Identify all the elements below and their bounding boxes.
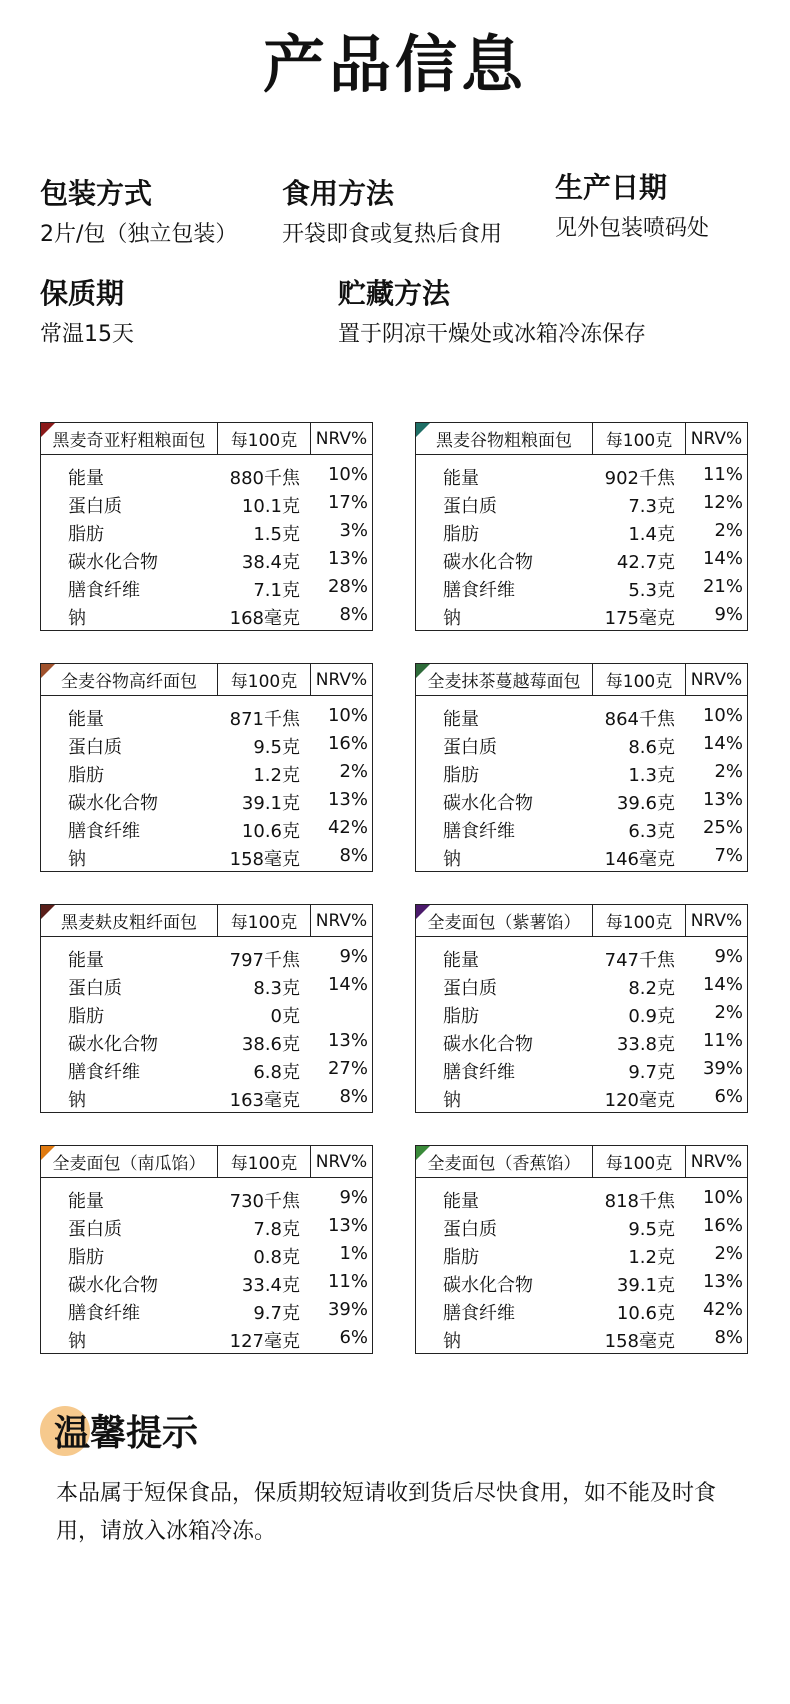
nutrient-amount: 127毫克 xyxy=(229,1331,300,1352)
nutrient-nrv: 9% xyxy=(714,604,743,625)
nutrition-table xyxy=(40,1145,373,1354)
nutrient-name: 蛋白质 xyxy=(443,1219,497,1240)
nutrition-table xyxy=(40,904,373,1113)
shelf-life-label: 保质期 xyxy=(40,277,125,310)
nutrient-nrv: 14% xyxy=(702,548,743,569)
table-row xyxy=(41,1184,372,1212)
table-row xyxy=(416,1268,747,1296)
nutrient-amount: 7.1克 xyxy=(253,580,300,601)
nutrient-nrv: 12% xyxy=(702,492,743,513)
nutrient-nrv: 39% xyxy=(327,1299,368,1320)
per-100g-header: 每100克 xyxy=(218,664,311,695)
nutrition-table xyxy=(40,422,373,631)
nutrient-amount: 1.4克 xyxy=(628,524,675,545)
nutrient-amount: 38.4克 xyxy=(241,552,300,573)
nutrient-name: 钠 xyxy=(443,849,461,870)
table-row xyxy=(41,786,372,814)
packaging-value: 2片/包（独立包装） xyxy=(40,222,238,247)
nutrient-rows xyxy=(416,461,747,629)
nutrient-nrv: 10% xyxy=(327,464,368,485)
table-row xyxy=(416,1240,747,1268)
nutrient-nrv: 2% xyxy=(714,1243,743,1264)
nutrient-name: 脂肪 xyxy=(443,1247,479,1268)
nutrient-name: 能量 xyxy=(443,468,479,489)
info-storage xyxy=(338,277,647,347)
table-row xyxy=(416,1212,747,1240)
per-100g-header: 每100克 xyxy=(218,1146,311,1177)
nutrient-amount: 6.3克 xyxy=(628,821,675,842)
nutrient-nrv: 8% xyxy=(714,1327,743,1348)
packaging-label: 包装方式 xyxy=(40,177,153,210)
nrv-header: NRV% xyxy=(315,428,368,449)
nutrient-name: 膳食纤维 xyxy=(443,580,515,601)
nutrient-rows xyxy=(416,943,747,1111)
nutrient-amount: 1.5克 xyxy=(253,524,300,545)
table-row xyxy=(41,573,372,601)
product-name: 黑麦奇亚籽粗粮面包 xyxy=(41,423,218,454)
nutrient-nrv: 2% xyxy=(714,520,743,541)
nutrient-nrv: 13% xyxy=(327,1215,368,1236)
tip-text: 本品属于短保食品，保质期较短请收到货后尽快食用，如不能及时食用，请放入冰箱冷冻。 xyxy=(56,1481,717,1544)
nutrient-name: 蛋白质 xyxy=(68,1219,122,1240)
nutrient-nrv: 8% xyxy=(339,604,368,625)
table-header xyxy=(41,1146,372,1178)
nutrient-name: 钠 xyxy=(68,608,86,629)
nutrient-amount: 7.3克 xyxy=(628,496,675,517)
nutrient-nrv: 6% xyxy=(339,1327,368,1348)
table-row xyxy=(41,814,372,842)
nutrient-amount: 10.6克 xyxy=(616,1303,675,1324)
nutrient-name: 钠 xyxy=(443,1331,461,1352)
table-row xyxy=(416,573,747,601)
table-row xyxy=(416,489,747,517)
nutrient-amount: 9.7克 xyxy=(253,1303,300,1324)
table-header xyxy=(416,423,747,455)
nutrient-nrv: 17% xyxy=(327,492,368,513)
nutrient-name: 脂肪 xyxy=(443,765,479,786)
nutrient-nrv: 2% xyxy=(339,761,368,782)
table-row xyxy=(41,758,372,786)
nutrient-amount: 902千焦 xyxy=(604,468,675,489)
nutrition-table xyxy=(415,904,748,1113)
nutrient-amount: 747千焦 xyxy=(604,950,675,971)
nutrient-amount: 39.6克 xyxy=(616,793,675,814)
nutrient-name: 能量 xyxy=(443,1191,479,1212)
nutrient-nrv: 13% xyxy=(327,1030,368,1051)
nutrient-nrv: 25% xyxy=(702,817,743,838)
nutrient-amount: 8.2克 xyxy=(628,978,675,999)
nutrient-name: 钠 xyxy=(443,1090,461,1111)
nutrient-nrv: 21% xyxy=(702,576,743,597)
table-row xyxy=(416,758,747,786)
nutrition-table xyxy=(415,1145,748,1354)
nutrient-amount: 8.3克 xyxy=(253,978,300,999)
nutrient-name: 碳水化合物 xyxy=(68,793,158,814)
nutrient-name: 膳食纤维 xyxy=(68,1303,140,1324)
nutrient-name: 能量 xyxy=(443,950,479,971)
nutrient-amount: 158毫克 xyxy=(229,849,300,870)
nutrient-nrv: 42% xyxy=(702,1299,743,1320)
table-row xyxy=(416,601,747,629)
nutrient-amount: 818千焦 xyxy=(604,1191,675,1212)
nutrient-amount: 10.1克 xyxy=(241,496,300,517)
table-row xyxy=(41,999,372,1027)
nutrient-amount: 7.8克 xyxy=(253,1219,300,1240)
table-row xyxy=(416,1184,747,1212)
product-name: 全麦面包（南瓜馅） xyxy=(41,1146,218,1177)
table-row xyxy=(41,1240,372,1268)
nutrient-nrv: 42% xyxy=(327,817,368,838)
nutrition-table xyxy=(415,663,748,872)
production-date-value: 见外包装喷码处 xyxy=(555,216,710,241)
nutrient-name: 能量 xyxy=(68,709,104,730)
nutrient-name: 膳食纤维 xyxy=(68,580,140,601)
nutrient-name: 脂肪 xyxy=(68,1006,104,1027)
table-row xyxy=(416,999,747,1027)
nutrient-rows xyxy=(41,943,372,1111)
table-row xyxy=(41,1055,372,1083)
storage-label: 贮藏方法 xyxy=(338,277,451,310)
nutrient-nrv: 10% xyxy=(702,705,743,726)
nutrient-nrv: 28% xyxy=(327,576,368,597)
nutrient-rows xyxy=(41,702,372,870)
nutrient-name: 膳食纤维 xyxy=(443,821,515,842)
nutrient-amount: 730千焦 xyxy=(229,1191,300,1212)
table-row xyxy=(416,1083,747,1111)
nutrient-nrv: 13% xyxy=(702,789,743,810)
nutrient-amount: 120毫克 xyxy=(604,1090,675,1111)
nutrient-name: 碳水化合物 xyxy=(443,1034,533,1055)
nutrient-rows xyxy=(41,461,372,629)
table-row xyxy=(41,1083,372,1111)
nutrient-nrv: 11% xyxy=(702,1030,743,1051)
usage-value: 开袋即食或复热后食用 xyxy=(282,222,503,247)
nutrient-nrv: 16% xyxy=(702,1215,743,1236)
table-row xyxy=(41,971,372,999)
nutrient-amount: 39.1克 xyxy=(241,793,300,814)
table-row xyxy=(41,702,372,730)
table-row xyxy=(416,730,747,758)
nutrient-nrv: 6% xyxy=(714,1086,743,1107)
nutrient-name: 钠 xyxy=(68,1331,86,1352)
nutrient-nrv: 13% xyxy=(327,789,368,810)
nutrient-amount: 33.4克 xyxy=(241,1275,300,1296)
table-row xyxy=(41,1212,372,1240)
nutrient-nrv: 2% xyxy=(714,1002,743,1023)
nutrient-name: 脂肪 xyxy=(68,1247,104,1268)
product-name: 黑麦谷物粗粮面包 xyxy=(416,423,593,454)
table-header xyxy=(416,905,747,937)
table-row xyxy=(416,517,747,545)
table-row xyxy=(41,517,372,545)
nutrient-amount: 9.7克 xyxy=(628,1062,675,1083)
nutrient-name: 钠 xyxy=(443,608,461,629)
nutrient-nrv: 8% xyxy=(339,1086,368,1107)
table-row xyxy=(41,1027,372,1055)
nutrient-nrv: 14% xyxy=(702,733,743,754)
nutrient-nrv: 14% xyxy=(327,974,368,995)
info-usage xyxy=(282,177,503,247)
nutrient-nrv: 27% xyxy=(327,1058,368,1079)
table-row xyxy=(416,943,747,971)
nutrient-nrv: 9% xyxy=(339,946,368,967)
nutrient-nrv: 10% xyxy=(327,705,368,726)
info-packaging xyxy=(40,177,238,247)
nutrient-nrv: 2% xyxy=(714,761,743,782)
nrv-header: NRV% xyxy=(690,910,743,931)
info-shelf-life xyxy=(40,277,134,347)
nutrient-amount: 8.6克 xyxy=(628,737,675,758)
table-row xyxy=(41,1268,372,1296)
nutrient-name: 膳食纤维 xyxy=(443,1062,515,1083)
nutrient-name: 脂肪 xyxy=(68,765,104,786)
nutrient-name: 碳水化合物 xyxy=(68,552,158,573)
nutrient-amount: 0.9克 xyxy=(628,1006,675,1027)
nutrient-amount: 871千焦 xyxy=(229,709,300,730)
nutrient-amount: 864千焦 xyxy=(604,709,675,730)
nutrient-name: 蛋白质 xyxy=(443,737,497,758)
per-100g-header: 每100克 xyxy=(218,423,311,454)
per-100g-header: 每100克 xyxy=(218,905,311,936)
nutrient-name: 脂肪 xyxy=(443,524,479,545)
nrv-header: NRV% xyxy=(690,1151,743,1172)
nrv-header: NRV% xyxy=(315,669,368,690)
product-name: 全麦抹茶蔓越莓面包 xyxy=(416,664,593,695)
nrv-header: NRV% xyxy=(315,910,368,931)
table-row xyxy=(416,842,747,870)
nutrient-name: 脂肪 xyxy=(68,524,104,545)
page-title: 产品信息 xyxy=(262,28,527,101)
nutrient-nrv: 10% xyxy=(702,1187,743,1208)
per-100g-header: 每100克 xyxy=(593,905,686,936)
storage-value: 置于阴凉干燥处或冰箱冷冻保存 xyxy=(338,322,647,347)
per-100g-header: 每100克 xyxy=(593,664,686,695)
table-row xyxy=(416,814,747,842)
nutrient-amount: 880千焦 xyxy=(229,468,300,489)
product-name: 全麦面包（香蕉馅） xyxy=(416,1146,593,1177)
nutrient-nrv: 9% xyxy=(714,946,743,967)
nutrient-amount: 175毫克 xyxy=(604,608,675,629)
nutrient-name: 钠 xyxy=(68,849,86,870)
nutrient-name: 蛋白质 xyxy=(68,737,122,758)
table-row xyxy=(416,1055,747,1083)
table-row xyxy=(416,1324,747,1352)
table-row xyxy=(41,489,372,517)
nutrient-amount: 168毫克 xyxy=(229,608,300,629)
per-100g-header: 每100克 xyxy=(593,1146,686,1177)
table-row xyxy=(416,461,747,489)
table-row xyxy=(416,1296,747,1324)
nutrient-name: 膳食纤维 xyxy=(68,821,140,842)
nutrient-amount: 9.5克 xyxy=(628,1219,675,1240)
nutrient-name: 碳水化合物 xyxy=(68,1034,158,1055)
nutrient-rows xyxy=(416,1184,747,1352)
product-name: 全麦谷物高纤面包 xyxy=(41,664,218,695)
table-row xyxy=(41,943,372,971)
usage-label: 食用方法 xyxy=(282,177,395,210)
table-row xyxy=(41,601,372,629)
nutrient-amount: 1.2克 xyxy=(253,765,300,786)
nutrient-amount: 42.7克 xyxy=(616,552,675,573)
nutrient-amount: 10.6克 xyxy=(241,821,300,842)
nutrient-name: 能量 xyxy=(443,709,479,730)
product-name: 全麦面包（紫薯馅） xyxy=(416,905,593,936)
nutrient-amount: 163毫克 xyxy=(229,1090,300,1111)
nutrient-nrv: 3% xyxy=(339,520,368,541)
nutrient-amount: 39.1克 xyxy=(616,1275,675,1296)
nrv-header: NRV% xyxy=(690,669,743,690)
nutrient-name: 膳食纤维 xyxy=(68,1062,140,1083)
table-row xyxy=(416,702,747,730)
product-name: 黑麦麸皮粗纤面包 xyxy=(41,905,218,936)
nutrient-nrv: 11% xyxy=(327,1271,368,1292)
nutrient-name: 碳水化合物 xyxy=(443,552,533,573)
production-date-label: 生产日期 xyxy=(555,171,668,204)
nutrient-rows xyxy=(416,702,747,870)
table-header xyxy=(41,905,372,937)
nutrient-rows xyxy=(41,1184,372,1352)
nutrient-nrv: 14% xyxy=(702,974,743,995)
nutrient-amount: 1.2克 xyxy=(628,1247,675,1268)
table-row xyxy=(41,1324,372,1352)
nutrient-amount: 0克 xyxy=(270,1006,300,1027)
tip-title: 温馨提示 xyxy=(54,1413,199,1454)
shelf-life-value: 常温15天 xyxy=(40,322,134,347)
nutrient-nrv: 13% xyxy=(327,548,368,569)
nutrient-amount: 146毫克 xyxy=(604,849,675,870)
nutrient-amount: 1.3克 xyxy=(628,765,675,786)
nrv-header: NRV% xyxy=(690,428,743,449)
nutrient-name: 蛋白质 xyxy=(68,496,122,517)
table-header xyxy=(416,1146,747,1178)
nutrient-nrv: 39% xyxy=(702,1058,743,1079)
table-row xyxy=(41,730,372,758)
nutrient-amount: 6.8克 xyxy=(253,1062,300,1083)
nutrient-amount: 9.5克 xyxy=(253,737,300,758)
nutrient-nrv: 1% xyxy=(339,1243,368,1264)
nutrient-name: 碳水化合物 xyxy=(68,1275,158,1296)
table-row xyxy=(41,1296,372,1324)
table-row xyxy=(416,1027,747,1055)
nutrient-nrv: 13% xyxy=(702,1271,743,1292)
nutrient-amount: 5.3克 xyxy=(628,580,675,601)
table-row xyxy=(416,971,747,999)
nutrient-name: 蛋白质 xyxy=(443,496,497,517)
table-row xyxy=(41,461,372,489)
nutrient-name: 膳食纤维 xyxy=(443,1303,515,1324)
per-100g-header: 每100克 xyxy=(593,423,686,454)
nutrient-amount: 797千焦 xyxy=(229,950,300,971)
nutrient-name: 蛋白质 xyxy=(68,978,122,999)
nutrient-name: 脂肪 xyxy=(443,1006,479,1027)
nutrient-nrv: 11% xyxy=(702,464,743,485)
nutrient-amount: 158毫克 xyxy=(604,1331,675,1352)
table-header xyxy=(41,664,372,696)
nutrient-name: 蛋白质 xyxy=(443,978,497,999)
table-row xyxy=(41,842,372,870)
nutrient-name: 能量 xyxy=(68,1191,104,1212)
nutrient-amount: 38.6克 xyxy=(241,1034,300,1055)
table-header xyxy=(416,664,747,696)
nutrient-name: 能量 xyxy=(68,950,104,971)
table-row xyxy=(41,545,372,573)
nutrient-nrv: 16% xyxy=(327,733,368,754)
nutrient-name: 碳水化合物 xyxy=(443,1275,533,1296)
nutrient-nrv: 9% xyxy=(339,1187,368,1208)
nutrient-nrv: 8% xyxy=(339,845,368,866)
nutrient-name: 钠 xyxy=(68,1090,86,1111)
nutrition-table xyxy=(40,663,373,872)
nrv-header: NRV% xyxy=(315,1151,368,1172)
nutrient-amount: 0.8克 xyxy=(253,1247,300,1268)
nutrient-amount: 33.8克 xyxy=(616,1034,675,1055)
nutrient-name: 碳水化合物 xyxy=(443,793,533,814)
table-header xyxy=(41,423,372,455)
nutrition-table xyxy=(415,422,748,631)
info-production-date xyxy=(555,171,710,241)
nutrient-nrv: 7% xyxy=(714,845,743,866)
table-row xyxy=(416,545,747,573)
table-row xyxy=(416,786,747,814)
nutrient-name: 能量 xyxy=(68,468,104,489)
